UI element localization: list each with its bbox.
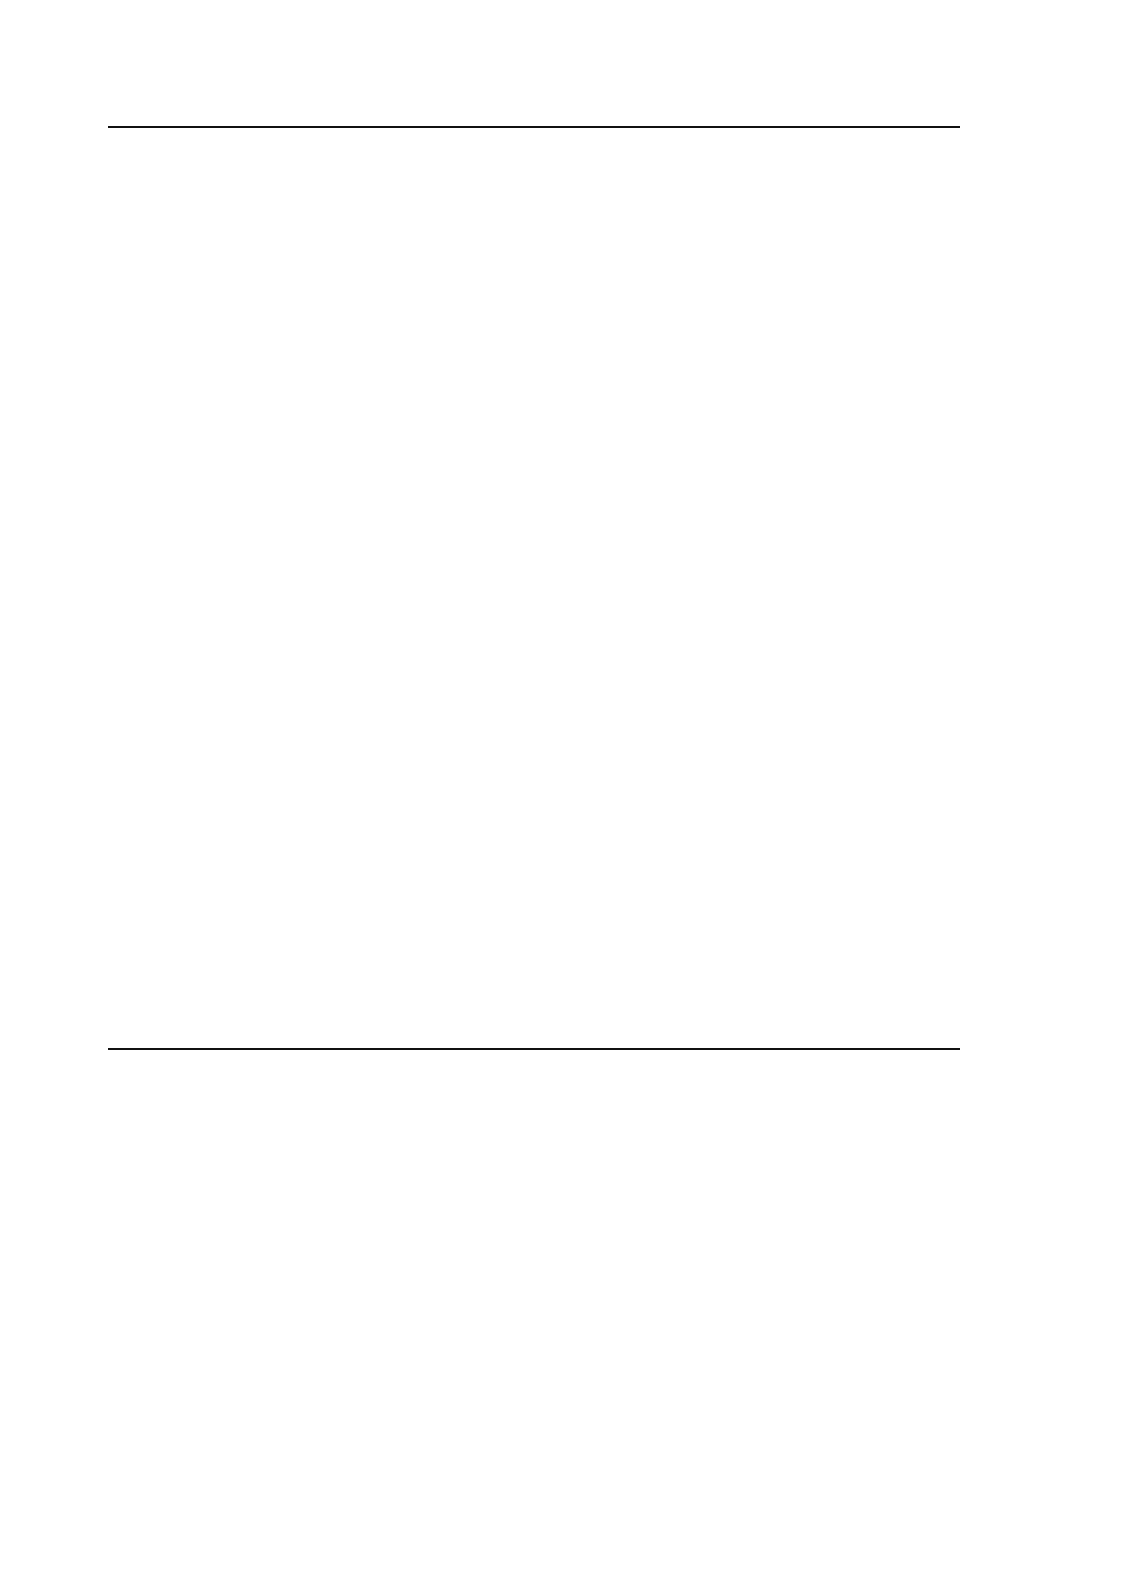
footnotes xyxy=(108,1066,950,1357)
text-line xyxy=(112,478,950,564)
footnote-line xyxy=(108,1232,950,1274)
footnote-line xyxy=(108,1316,950,1358)
footnote-line xyxy=(108,1066,950,1108)
text-line xyxy=(112,649,950,735)
text-line xyxy=(112,735,950,821)
header-rule xyxy=(108,126,960,128)
main-text xyxy=(112,136,950,906)
text-line xyxy=(112,136,950,222)
text-line xyxy=(112,564,950,650)
footnote-line xyxy=(108,1274,950,1316)
text-line xyxy=(112,393,950,479)
footnote-line xyxy=(108,1191,950,1233)
text-line xyxy=(112,307,950,393)
footnote-line xyxy=(108,1149,950,1191)
text-line xyxy=(112,222,950,308)
text-line xyxy=(112,820,950,906)
footnote-rule xyxy=(108,1048,960,1050)
footnote-line xyxy=(108,1108,950,1150)
chapter-heading-row xyxy=(108,940,950,1040)
